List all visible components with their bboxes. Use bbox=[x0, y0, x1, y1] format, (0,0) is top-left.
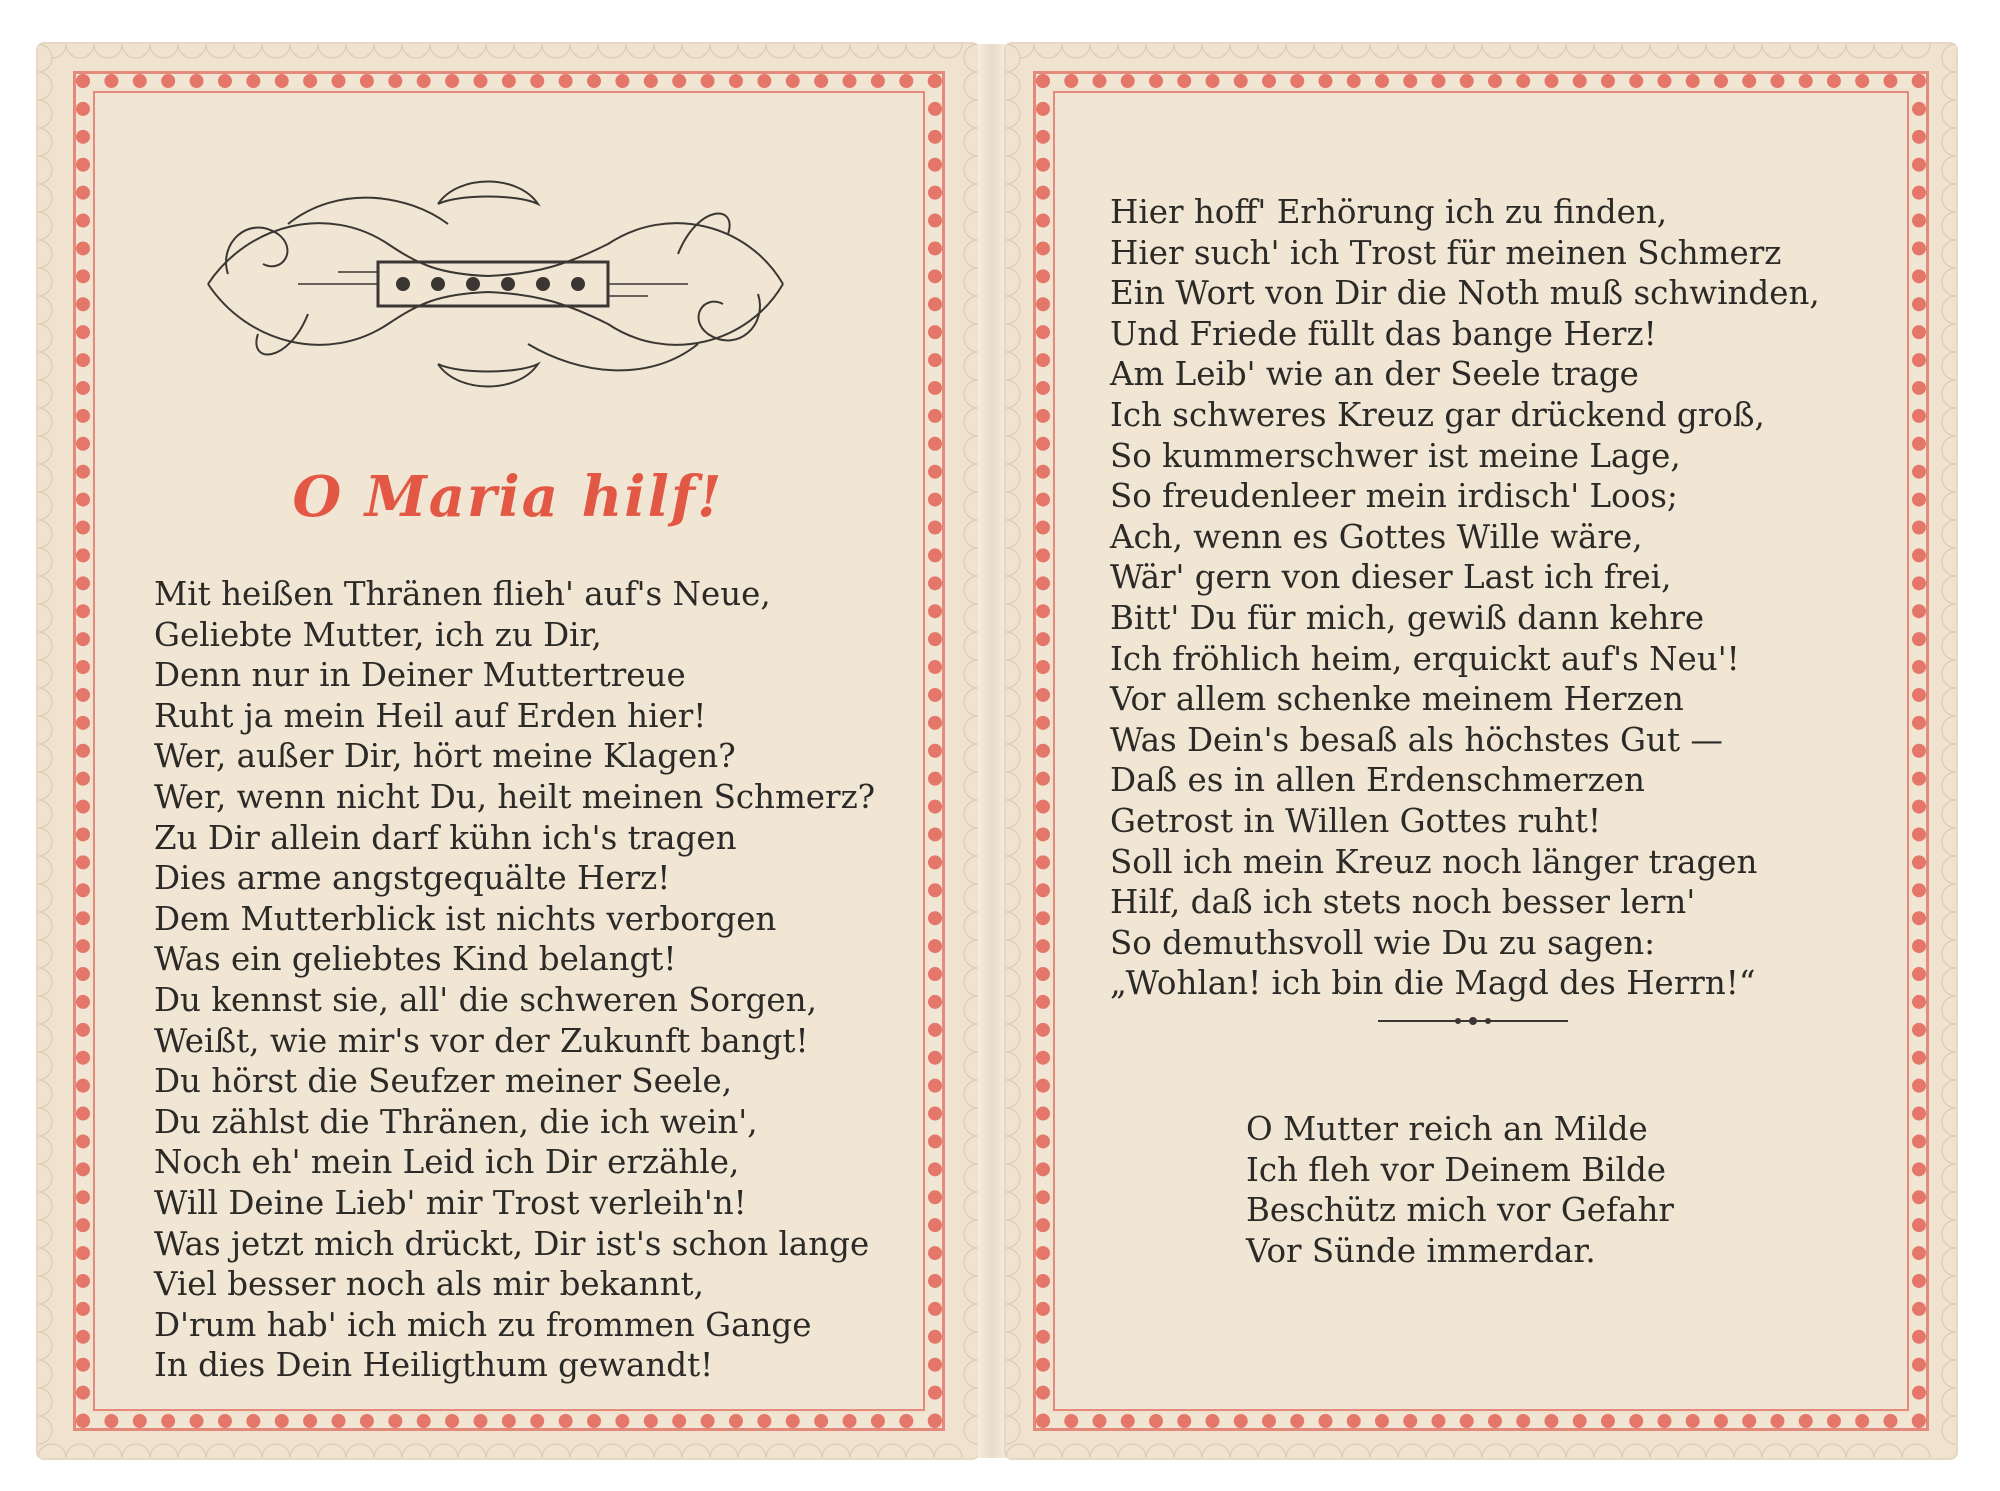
verse-line: Noch eh' mein Leid ich Dir erzähle, bbox=[154, 1143, 740, 1182]
verse-line: Ruht ja mein Heil auf Erden hier! bbox=[154, 696, 707, 735]
verse-line: Soll ich mein Kreuz noch länger tragen bbox=[1110, 842, 1758, 881]
verse-line: Vor allem schenke meinem Herzen bbox=[1110, 680, 1684, 719]
verse-line: Ein Wort von Dir die Noth muß schwinden, bbox=[1110, 274, 1820, 313]
left-verse-block bbox=[154, 574, 875, 1386]
verse-line: Daß es in allen Erdenschmerzen bbox=[1110, 761, 1645, 800]
verse-line: Und Friede füllt das bange Herz! bbox=[1110, 314, 1657, 353]
closing-line: Vor Sünde immerdar. bbox=[1246, 1231, 1596, 1270]
verse-line: „Wohlan! ich bin die Magd des Herrn!“ bbox=[1110, 964, 1756, 1003]
verse-line: Hier such' ich Trost für meinen Schmerz bbox=[1110, 233, 1782, 272]
verse-line: Am Leib' wie an der Seele trage bbox=[1110, 355, 1639, 394]
closing-line: O Mutter reich an Milde bbox=[1246, 1110, 1648, 1148]
verse-line: Wer, wenn nicht Du, heilt meinen Schmerz? bbox=[154, 777, 876, 816]
calligraphic-flourish-ornament bbox=[188, 164, 798, 404]
verse-line: So freudenleer mein irdisch' Loos; bbox=[1110, 477, 1678, 516]
verse-line: Ich fröhlich heim, erquickt auf's Neu'! bbox=[1110, 639, 1740, 678]
verse-line: Mit heißen Thränen flieh' auf's Neue, bbox=[154, 575, 771, 613]
center-fold bbox=[978, 44, 1006, 1458]
verse-line: Dies arme angstgequälte Herz! bbox=[154, 859, 671, 898]
verse-line: Getrost in Willen Gottes ruht! bbox=[1110, 801, 1602, 840]
verse-line: Hier hoff' Erhörung ich zu finden, bbox=[1110, 193, 1668, 231]
verse-line: Bitt' Du für mich, gewiß dann kehre bbox=[1110, 598, 1705, 637]
verse-line: Ich schweres Kreuz gar drückend groß, bbox=[1110, 395, 1765, 434]
verse-line: Ach, wenn es Gottes Wille wäre, bbox=[1110, 517, 1643, 556]
verse-line: Du zählst die Thränen, die ich wein', bbox=[154, 1102, 758, 1141]
right-verse-block bbox=[1110, 192, 1820, 1004]
verse-line: Du hörst die Seufzer meiner Seele, bbox=[154, 1062, 733, 1101]
right-page bbox=[1006, 44, 1956, 1458]
closing-verse-block bbox=[1246, 1109, 1674, 1271]
verse-line: Weißt, wie mir's vor der Zukunft bangt! bbox=[154, 1021, 809, 1060]
page-title: O Maria hilf! bbox=[292, 464, 724, 530]
verse-line: Du kennst sie, all' die schweren Sorgen, bbox=[154, 980, 817, 1019]
verse-line: Geliebte Mutter, ich zu Dir, bbox=[154, 615, 602, 654]
verse-line: So kummerschwer ist meine Lage, bbox=[1110, 436, 1681, 475]
verse-line: Viel besser noch als mir bekannt, bbox=[154, 1265, 704, 1304]
verse-line: Was jetzt mich drückt, Dir ist's schon lange bbox=[154, 1224, 870, 1263]
section-divider bbox=[1378, 1014, 1568, 1028]
closing-line: Beschütz mich vor Gefahr bbox=[1246, 1191, 1674, 1230]
verse-line: Wär' gern von dieser Last ich frei, bbox=[1110, 558, 1672, 597]
verse-line: D'rum hab' ich mich zu frommen Gange bbox=[154, 1305, 812, 1344]
verse-line: Dem Mutterblick ist nichts verborgen bbox=[154, 899, 777, 938]
left-page bbox=[38, 44, 978, 1458]
verse-line: In dies Dein Heiligthum gewandt! bbox=[154, 1346, 714, 1385]
verse-line: Zu Dir allein darf kühn ich's tragen bbox=[154, 818, 737, 857]
closing-line: Ich fleh vor Deinem Bilde bbox=[1246, 1150, 1666, 1189]
verse-line: Will Deine Lieb' mir Trost verleih'n! bbox=[154, 1183, 747, 1222]
verse-line: Was ein geliebtes Kind belangt! bbox=[154, 940, 677, 979]
verse-line: Denn nur in Deiner Muttertreue bbox=[154, 656, 686, 695]
verse-line: So demuthsvoll wie Du zu sagen: bbox=[1110, 923, 1656, 962]
verse-line: Hilf, daß ich stets noch besser lern' bbox=[1110, 883, 1696, 922]
verse-line: Was Dein's besaß als höchstes Gut — bbox=[1110, 720, 1723, 759]
verse-line: Wer, außer Dir, hört meine Klagen? bbox=[154, 737, 736, 776]
